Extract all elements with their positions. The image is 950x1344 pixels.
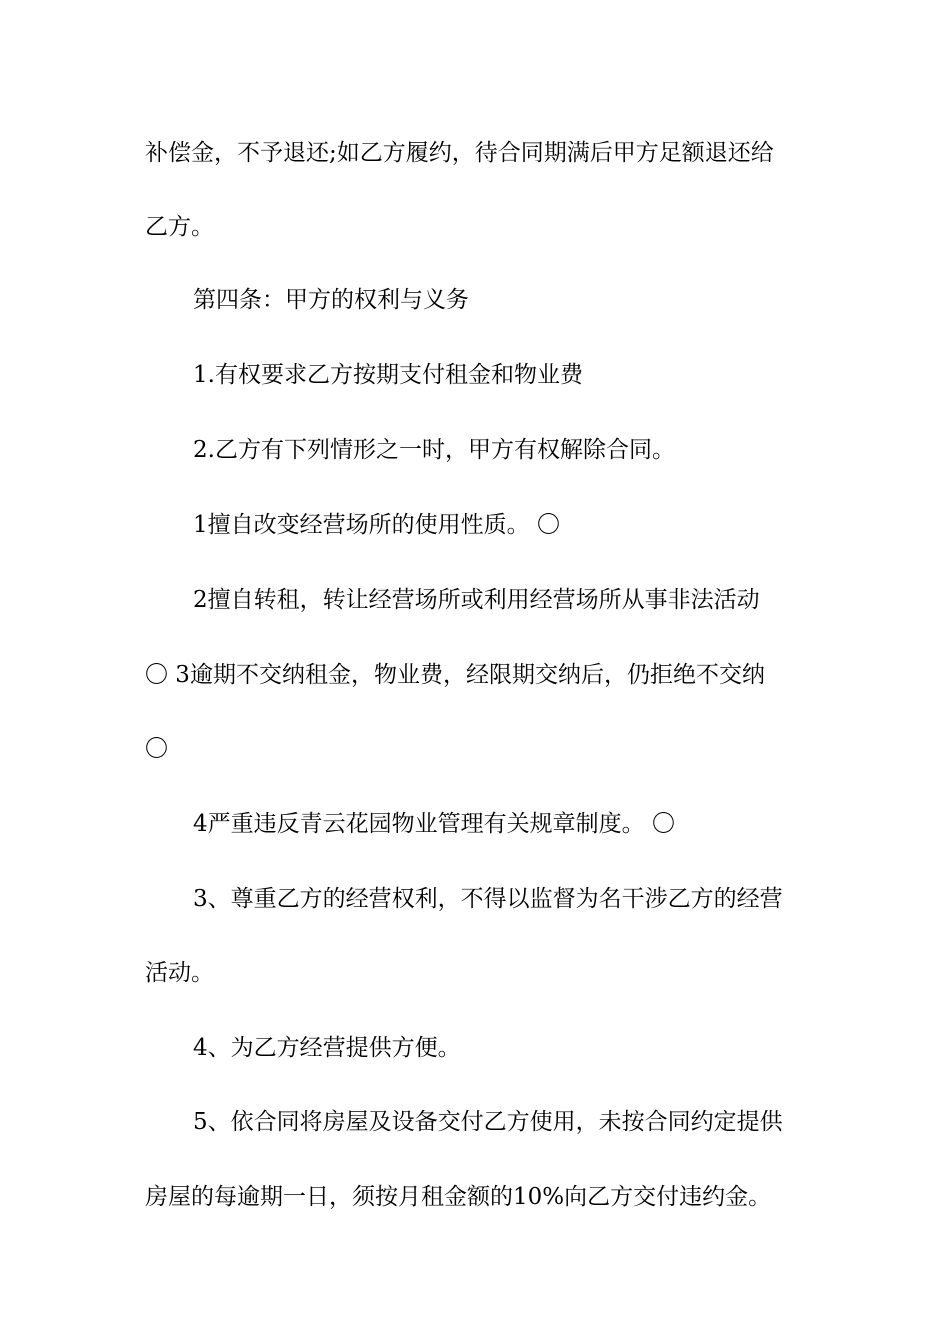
- paragraph-line: 〇: [145, 736, 168, 762]
- section-heading: 第四条：甲方的权利与义务: [193, 287, 469, 313]
- list-item: 4、为乙方经营提供方便。: [193, 1035, 461, 1061]
- list-item: 1擅自改变经营场所的使用性质。 〇: [193, 512, 560, 538]
- list-item: 4严重违反青云花园物业管理有关规章制度。 〇: [193, 811, 675, 837]
- list-item: 1.有权要求乙方按期支付租金和物业费: [193, 362, 583, 388]
- paragraph-line: 活动。: [145, 960, 214, 986]
- list-item: 3、尊重乙方的经营权利，不得以监督为名干涉乙方的经营: [193, 886, 783, 912]
- paragraph-line: 补偿金，不予退还;如乙方履约，待合同期满后甲方足额退还给: [145, 140, 774, 166]
- list-item: 5、依合同将房屋及设备交付乙方使用，未按合同约定提供: [193, 1109, 783, 1135]
- paragraph-line: 房屋的每逾期一日，须按月租金额的10%向乙方交付违约金。: [145, 1184, 772, 1210]
- paragraph-line: 乙方。: [145, 214, 214, 240]
- list-item: 2擅自转租，转让经营场所或利用经营场所从事非法活动: [193, 587, 760, 613]
- list-item: 〇 3逾期不交纳租金，物业费，经限期交纳后，仍拒绝不交纳: [145, 662, 765, 688]
- list-item: 2.乙方有下列情形之一时，甲方有权解除合同。: [193, 437, 675, 463]
